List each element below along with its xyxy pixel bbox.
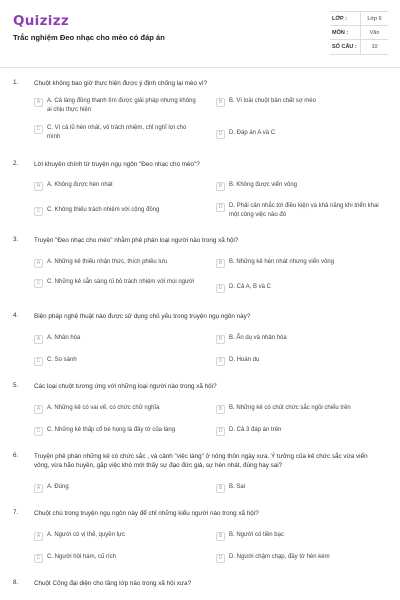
option-b[interactable] [216,258,379,268]
question-text: Biện pháp nghệ thuật nào được sử dụng chủ yếu trong truyện ngụ ngôn này? [34,313,251,320]
question-text: Chuột không bao giờ thực hiện được ý định chống lại mèo vì? [34,80,208,87]
option-letter: D [216,284,225,293]
header-divider [0,67,400,68]
option-c[interactable] [34,124,197,141]
worksheet-title: Trắc nghiệm Đeo nhạc cho mèo có đáp án [13,33,165,42]
question-number: 1. [13,79,19,86]
meta-row-subject [330,26,388,40]
meta-row-class [330,12,388,26]
option-b[interactable] [216,181,379,191]
question-text: Truyện phê phán những kẻ có chức sắc , và cảnh "việc làng" ở nông thôn ngày xưa. Ý tưởng của kẻ chức sắc vừa viển vông, vừa hão huyền, gặp việc khó mới thấy sự đạo đức giả, sự hèn nhát, đúng hay sai? [34,453,368,469]
option-text: D. Phải cân nhắc tới điều kiện và khả năng khi triển khai một công việc nào đó [229,203,379,218]
option-text: C. Vì cả lũ hèn nhát, vô trách nhiệm, chỉ nghĩ lợi cho mình [47,125,187,140]
meta-label: LỚP : [332,15,347,22]
option-a[interactable] [34,531,197,541]
option-text: C. Người hôi hám, cũ rích [47,554,116,560]
option-c[interactable] [34,206,197,216]
option-letter: A [34,532,43,541]
option-a[interactable] [34,404,197,414]
question-text: Chuột Cống đại diện cho tầng lớp nào trong xã hội xưa? [34,580,192,587]
meta-label: SỐ CÂU : [332,44,357,50]
meta-label: MÔN : [332,29,349,36]
worksheet-header [0,0,400,66]
option-b[interactable] [216,334,379,344]
option-text: A. Nhân hóa [47,335,81,341]
option-b[interactable] [216,97,379,107]
option-letter: D [216,427,225,436]
option-a[interactable] [34,334,197,344]
meta-value: Lớp 6 [360,12,388,25]
option-letter: B [216,259,225,268]
option-letter: D [216,130,225,139]
option-letter: C [34,207,43,216]
quizizz-logo: Quizizz [13,13,70,29]
option-text: D. Người chậm chạp, đầy tớ hèn kém [229,554,330,560]
option-letter: A [34,335,43,344]
question-number: 5. [13,382,19,389]
option-a[interactable] [34,181,197,191]
question-number: 6. [13,452,19,459]
option-letter: A [34,405,43,414]
option-text: C. Những kẻ sẵn sàng rũ bỏ trách nhiệm với mọi người [47,279,195,285]
option-letter: B [216,98,225,107]
option-d[interactable] [216,426,379,436]
question-number: 4. [13,312,19,319]
option-text: C. Không thiếu trách nhiệm với cộng đồng [47,207,160,213]
option-b[interactable] [216,404,379,414]
option-d[interactable] [216,356,379,366]
option-c[interactable] [34,278,197,288]
option-b[interactable] [216,531,379,541]
option-text: A. Không được hèn nhát [47,182,113,188]
option-text: A. Người có vị thế, quyền lực [47,532,125,538]
meta-table [330,11,388,55]
question-text: Chuột chù trong truyện ngụ ngôn này để chỉ những kiểu người nào trong xã hội? [34,510,259,517]
meta-row-count [330,40,388,54]
option-text: A. Đúng [47,484,69,490]
option-letter: C [34,427,43,436]
option-text: B. Những kẻ hèn nhát nhưng viển vông [229,259,335,265]
option-c[interactable] [34,553,197,563]
meta-value: 10 [360,40,388,54]
option-letter: B [216,182,225,191]
option-letter: B [216,484,225,493]
option-letter: A [34,484,43,493]
option-letter: C [34,125,43,134]
meta-value: Văn [360,26,388,39]
question-number: 7. [13,509,19,516]
option-d[interactable] [216,202,379,219]
option-c[interactable] [34,426,197,436]
option-d[interactable] [216,553,379,563]
option-text: D. Hoán dụ [229,357,260,363]
option-text: A. Những kẻ có vai vế, có chức chữ nghĩa [47,405,160,411]
option-letter: C [34,279,43,288]
option-a[interactable] [34,483,197,493]
option-a[interactable] [34,258,197,268]
question-text: Truyện "Đeo nhạc cho mèo" nhằm phê phán loại người nào trong xã hội? [34,237,239,244]
option-text: B. Vì loài chuột bản chất sợ mèo [229,98,316,104]
option-text: B. Sai [229,484,246,490]
option-text: A. Cả làng đồng thanh tìm được giải pháp nhưng không ai chịu thực hiện [47,98,196,113]
option-d[interactable] [216,283,379,293]
option-letter: B [216,405,225,414]
option-a[interactable] [34,97,197,114]
option-b[interactable] [216,483,379,493]
option-d[interactable] [216,129,379,139]
option-text: B. Người có tiền bạc [229,532,284,538]
option-text: C. So sánh [47,357,77,363]
option-text: C. Những kẻ thấp cổ bé họng là đầy tớ của làng [47,427,176,433]
question-text: Các loại chuột tương ứng với những loại người nào trong xã hội? [34,383,217,390]
option-letter: C [34,357,43,366]
question-number: 3. [13,236,19,243]
option-text: B. Những kẻ có chút chức sắc ngồi chiếu trên [229,405,351,411]
option-text: A. Những kẻ thiếu nhận thức, thích phiêu lưu [47,259,168,265]
option-text: B. Ẩn dụ và nhân hóa [229,335,287,341]
question-number: 8. [13,579,19,586]
option-letter: A [34,98,43,107]
question-text: Lời khuyên chính từ truyện ngụ ngôn "Đeo nhạc cho mèo"? [34,161,200,168]
option-text: D. Cả A, B và C [229,284,272,290]
option-letter: A [34,259,43,268]
option-c[interactable] [34,356,197,366]
option-letter: C [34,554,43,563]
option-letter: D [216,357,225,366]
option-letter: B [216,532,225,541]
option-text: B. Không được viển vông [229,182,297,188]
option-letter: D [216,554,225,563]
option-letter: A [34,182,43,191]
option-letter: D [216,203,225,212]
question-number: 2. [13,160,19,167]
option-text: D. Cả 3 đáp án trên [229,427,282,433]
option-text: D. Đáp án A và C [229,130,276,136]
option-letter: B [216,335,225,344]
